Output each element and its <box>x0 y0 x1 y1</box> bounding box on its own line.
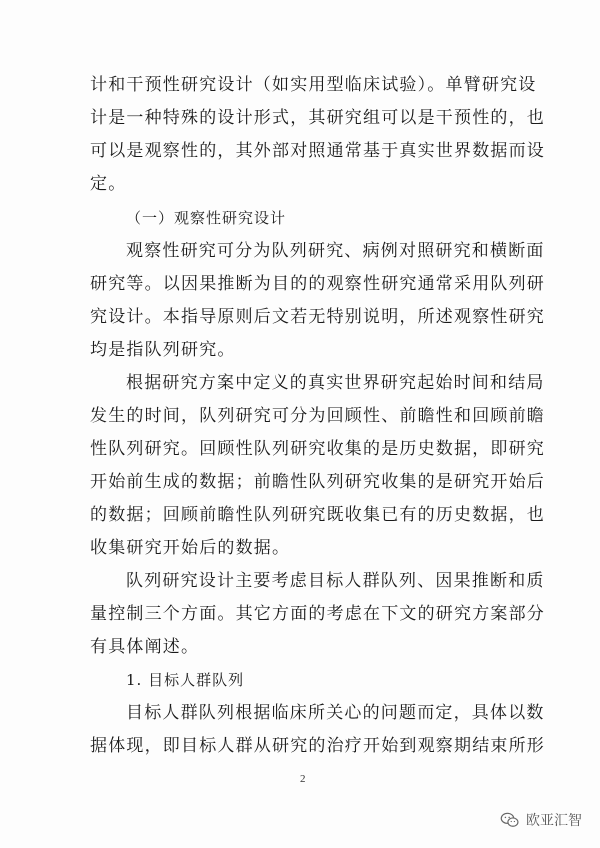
text-line: 计是一种特殊的设计形式，其研究组可以是干预性的，也 <box>90 108 545 128</box>
text-line: 据体现，即目标人群从研究的治疗开始到观察期结束所形 <box>90 736 545 756</box>
section-heading: （一）观察性研究设计 <box>126 209 287 227</box>
text-line: 开始前生成的数据；前瞻性队列研究收集的是研究开始后 <box>90 472 545 492</box>
watermark <box>500 810 582 830</box>
text-line: 发生的时间，队列研究可分为回顾性、前瞻性和回顾前瞻 <box>90 406 545 426</box>
wechat-icon <box>500 810 520 830</box>
page-number: 2 <box>300 773 306 785</box>
text-line: 的数据；回顾前瞻性队列研究既收集已有的历史数据，也 <box>90 505 545 525</box>
text-line: 量控制三个方面。其它方面的考虑在下文的研究方案部分 <box>90 604 545 624</box>
paragraph-start-line: 观察性研究可分为队列研究、病例对照研究和横断面 <box>126 241 545 261</box>
text-line: 性队列研究。回顾性队列研究收集的是历史数据，即研究 <box>90 439 545 459</box>
text-line: 研究等。以因果推断为目的的观察性研究通常采用队列研 <box>90 274 545 294</box>
text-line: 均是指队列研究。 <box>90 340 236 360</box>
watermark-text: 欧亚汇智 <box>526 813 582 829</box>
text-line: 究设计。本指导原则后文若无特别说明，所述观察性研究 <box>90 307 545 327</box>
paragraph-start-line: 目标人群队列根据临床所关心的问题而定，具体以数 <box>126 703 545 723</box>
text-line: 有具体阐述。 <box>90 637 200 657</box>
text-line: 计和干预性研究设计（如实用型临床试验）。单臂研究设 <box>90 75 537 95</box>
text-line: 可以是观察性的，其外部对照通常基于真实世界数据而设 <box>90 141 545 161</box>
text-line: 定。 <box>90 174 127 194</box>
subsection-heading: 1. 目标人群队列 <box>126 671 245 689</box>
paragraph-start-line: 根据研究方案中定义的真实世界研究起始时间和结局 <box>126 373 545 393</box>
text-line: 收集研究开始后的数据。 <box>90 538 291 558</box>
paragraph-start-line: 队列研究设计主要考虑目标人群队列、因果推断和质 <box>126 571 545 591</box>
